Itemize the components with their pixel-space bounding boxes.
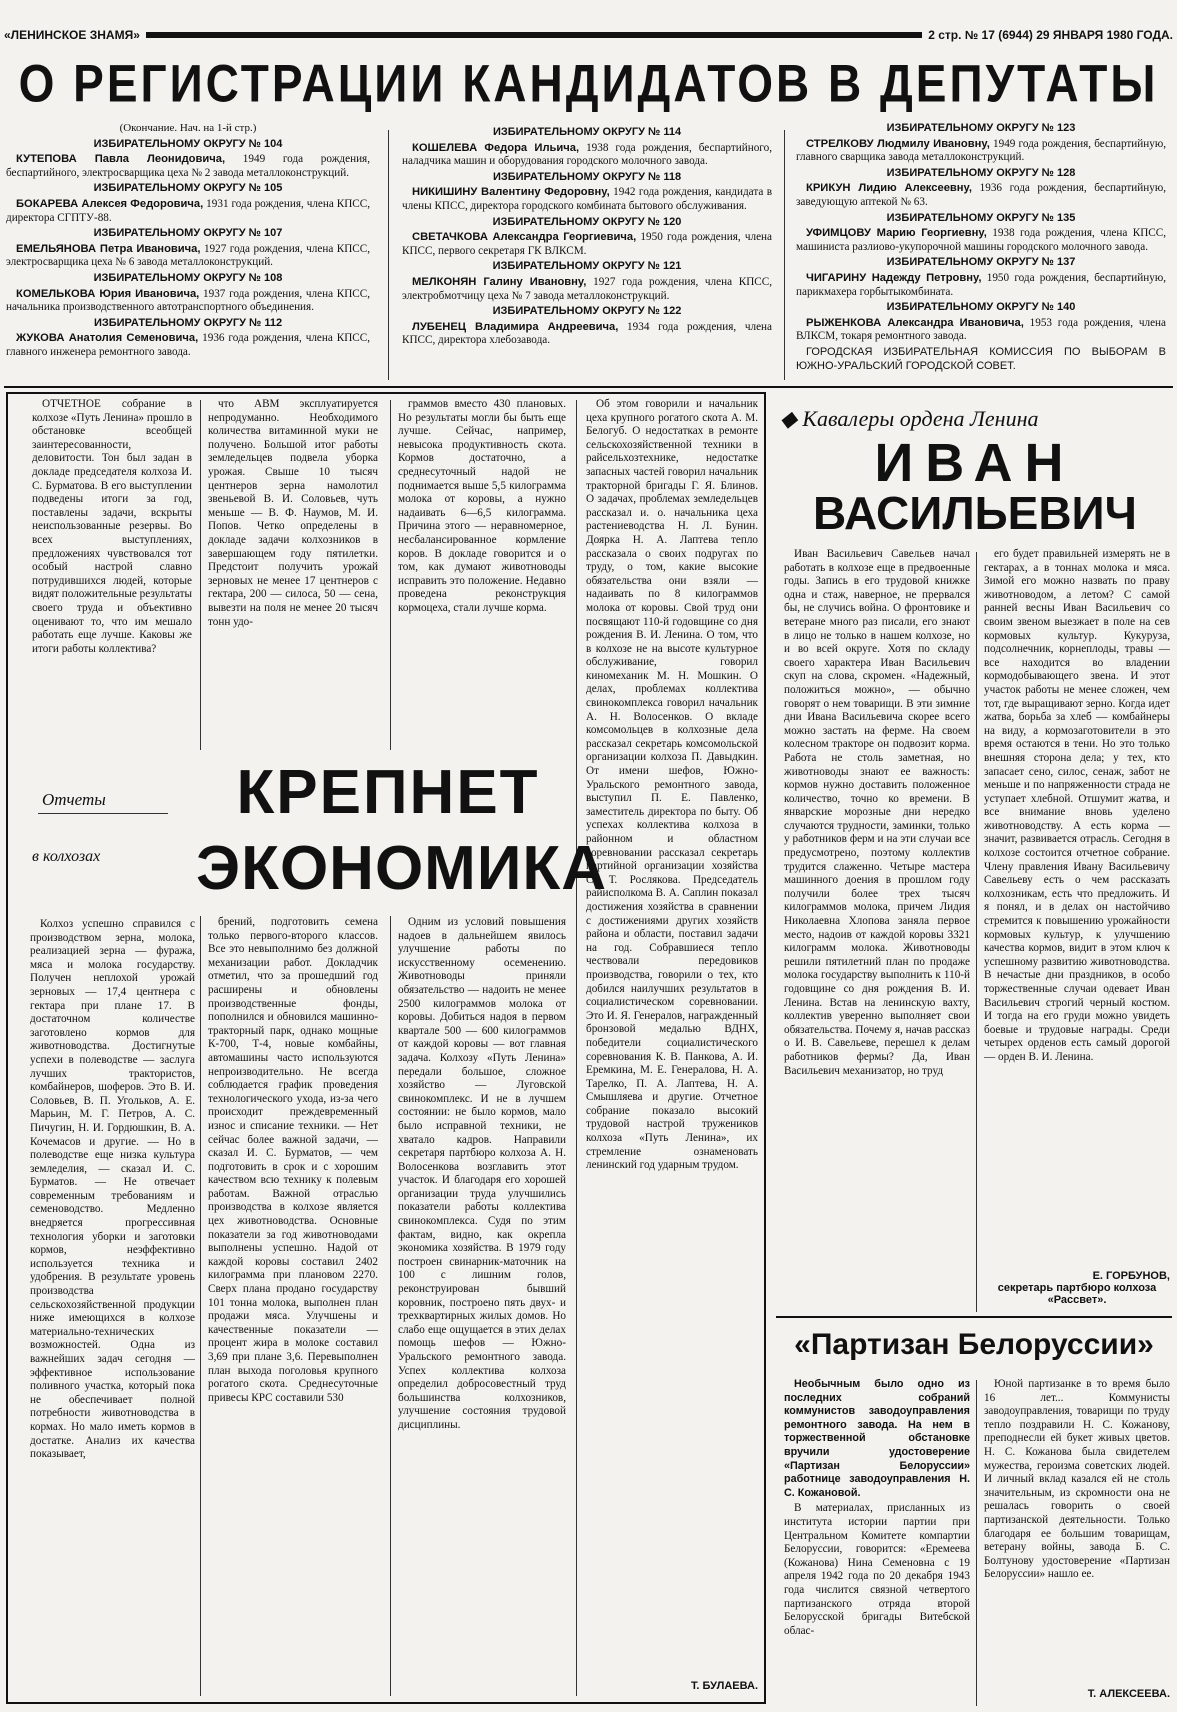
lenin-title-line-1: ИВАН xyxy=(874,433,1076,493)
economy-column-4: Об этом говорили и начальник цеха крупного рогатого скота А. М. Белогуб. О недостатках в ремонте сельскохозяйственной техники в райсельхозтехнике, недостатке запасных частей говорил начальник тракторной бригады Г. Я. Блинов. О задачах, проблемах земледельцев рассказал и. о. начальника цеха растениеводства Н. Л. Бунин. Доярка Н. А. Лаптева тепло рассказала о своих подругах по труду, о том, какие высокие обязательства они взяли — надаивать по 8 килограммов молока от коровы. Свой труд они посвящают 110-й годовщине со дня рождения В. И. Ленина. О том, что в колхозе не на высоте культурное обслуживание, говорил киномеханик М. Н. Мошкин. О делах, проблемах коллектива свинокомплекса говорил начальник А. Н. Волосенков. О вкладе комсомольцев в колхозные дела рассказал секретарь комсомольской организации колхоза П. Давыдкин. От имени шефов, Южно-Уральского ремонтного завода, выступил П. Е. Павленко, заместитель директора по быту. Об успехах коллектива колхоза в районном и областном соревновании рассказал секретарь партийной организации хозяйства С. Т. Рослякова. Председатель райисполкома В. А. Саплин показал достижения хозяйства в сравнении с достижениями других хозяйств района и области, поставил задачи на год. Собравшиеся тепло чествовали передовиков производства, говорили о тех, кто добился наилучших результатов в социалистическом соревновании. Это И. Я. Генералов, награжденный бронзовой медалью ВДНХ, победители социалистического соревнования К. В. Панкова, А. И. Еремкина, М. Е. Генералова, Н. А. Тарелко, П. А. Лаптева, Н. А. Смышляева и другие. Отчетное собрание показало высокий трудовой настрой тружеников колхоза «Путь Ленина», их стремление ознаменовать ленинский год ударным трудом. xyxy=(586,398,758,1172)
issue-info: 2 стр. № 17 (6944) 29 ЯНВАРЯ 1980 ГОДА. xyxy=(928,28,1173,42)
partisan-column-2: Юной партизанке в то время было 16 лет... Коммунисты заводоуправления, товарищи по труду тепло поздравили Н. С. Кожанову, преподнесли ей букет живых цветов. Н. С. Кожанова была свидетелем мужества, героизма советских людей. И личный вклад казался ей не столь значительным, из скромности она не решалась говорить о своей партизанской деятельности. Только благодаря ее большим товарищам, ветерану войны, завода Б. С. Болтунову удостоверение «Партизан Белоруссии» нашло ее. xyxy=(984,1378,1170,1581)
partisan-signature: Т. АЛЕКСЕЕВА. xyxy=(1087,1688,1170,1700)
partisan-lead: Необычным было одно из последних собраний коммунистов заводоуправления ремонтного завода. На нем в торжественной обстановке вручили удостоверение «Партизан Белоруссии» работнице заводоуправления Н. С. Кожановой. xyxy=(784,1378,970,1499)
section-rule xyxy=(4,386,1173,388)
column-divider xyxy=(390,916,391,1696)
column-divider xyxy=(200,916,201,1696)
registration-entry: ИЗБИРАТЕЛЬНОМУ ОКРУГУ № 120 СВЕТАЧКОВА Александра Георгиевича, 1950 года рождения, члена КПСС, первого секретаря ГК ВЛКСМ. xyxy=(402,215,772,257)
registration-entry: ИЗБИРАТЕЛЬНОМУ ОКРУГУ № 112 ЖУКОВА Анатолия Семеновича, 1936 года рождения, члена КПСС, главного инженера ремонтного завода. xyxy=(6,316,370,358)
registration-entry: ИЗБИРАТЕЛЬНОМУ ОКРУГУ № 107 ЕМЕЛЬЯНОВА Петра Ивановича, 1927 года рождения, члена КПСС, электросварщика цеха № 6 завода металлоконструкций. xyxy=(6,227,370,269)
partisan-title: «Партизан Белоруссии» xyxy=(794,1328,1154,1361)
economy-title-line-1: КРЕПНЕТ xyxy=(236,758,540,827)
header-rule xyxy=(146,32,922,38)
rubric-rule xyxy=(38,813,168,814)
newspaper-name: «ЛЕНИНСКОЕ ЗНАМЯ» xyxy=(4,28,140,42)
registration-entry: ИЗБИРАТЕЛЬНОМУ ОКРУГУ № 135 УФИМЦОВУ Марию Георгиевну, 1938 года рождения, члена КПСС, машиниста разлиово-укупорочной машины городского молочного завода. xyxy=(796,211,1166,253)
economy-column-1: Колхоз успешно справился с производством зерна, молока, реализацией зерна — фуража, мяса и молока государству. Получен неплохой урожай зерновых — 17,4 центнера с гектара при плане 17. В достаточном количестве заготовлено кормов для животноводства. Достигнутые успехи в полеводстве — заслуга лучших трактористов, комбайнеров, шоферов. Это В. И. Соловьев, В. П. Угольков, А. Е. Марьин, М. Г. Петров, А. С. Пичугин, Н. И. Гордюшкин, В. А. Кочемасов и другие. — Но в полеводстве еще низка культура земледелия, — сказал И. С. Бурматов. — Не отвечает современным требованиям и семеноводство. Медленно внедряется прогрессивная технология уборки и заготовки кормов, неэффективно используется техника и удобрения. В результате уровень производства сельскохозяйственной продукции ниже имеющихся в колхозе материально-технических возможностей. Одна из важнейших задач сегодня — эффективное использование поливного участка, который пока не обеспечивает полной потребности животноводства в кормах. Но мало иметь кормов в достатке. Анализ их качества показывает, xyxy=(30,918,195,1461)
registration-entry: ИЗБИРАТЕЛЬНОМУ ОКРУГУ № 137 ЧИГАРИНУ Надежду Петровну, 1950 года рождения, беспартийную, парикмахера горбытыкомбината. xyxy=(796,256,1166,298)
column-divider xyxy=(576,400,577,1696)
lenin-rubric: ◆ Кавалеры ордена Ленина xyxy=(780,406,1039,431)
column-divider xyxy=(784,130,785,380)
rubric-in-kolkhozes: в колхозах xyxy=(32,848,101,865)
economy-signature: Т. БУЛАЕВА. xyxy=(690,1680,758,1692)
registration-intro: (Окончание. Нач. на 1-й стр.) xyxy=(119,122,257,134)
registration-column-2 xyxy=(402,126,772,380)
economy-top-column-1: ОТЧЕТНОЕ собрание в колхозе «Путь Ленина» прошло в обстановке всеобщей заинтересованности, деловитости. Тон был задан в докладе председателя колхоза И. С. Бурматова. В его выступлении подведены итоги за год, поставлены задачи, вскрыты неиспользованные резервы. Во всех выступлениях, предложениях чувствовался тот особый настрой славно потрудившихся людей, которые видят положительные результаты своего труда и объективно оценивают то, что им мешало работать еще лучше. Каковы же итоги работы коллектива? xyxy=(32,398,192,655)
registration-column-1 xyxy=(6,122,370,380)
registration-entry: ИЗБИРАТЕЛЬНОМУ ОКРУГУ № 140 РЫЖЕНКОВА Александра Ивановича, 1953 года рождения, члена ВЛКСМ, токаря ремонтного завода. xyxy=(796,301,1166,343)
commission-signature: ГОРОДСКАЯ ИЗБИРАТЕЛЬНАЯ КОМИССИЯ ПО ВЫБОРАМ В ЮЖНО-УРАЛЬСКИЙ ГОРОДСКОЙ СОВЕТ. xyxy=(796,345,1166,372)
column-divider xyxy=(976,552,977,1312)
diamond-icon: ◆ xyxy=(780,406,797,431)
lenin-title-line-2: ВАСИЛЬЕВИЧ xyxy=(813,487,1137,539)
registration-entry: ИЗБИРАТЕЛЬНОМУ ОКРУГУ № 121 МЕЛКОНЯН Галину Ивановну, 1927 года рождения, члена КПСС, электробмотчицу цеха № 7 завода металлоконструкций. xyxy=(402,260,772,302)
section-rule xyxy=(776,1316,1172,1318)
registration-headline: О РЕГИСТРАЦИИ КАНДИДАТОВ В ДЕПУТАТЫ xyxy=(18,53,1159,113)
column-divider xyxy=(388,130,389,380)
registration-entry: ИЗБИРАТЕЛЬНОМУ ОКРУГУ № 123 СТРЕЛКОВУ Людмилу Ивановну, 1949 года рождения, беспартийную, главного сварщика завода металлоконструкций. xyxy=(796,122,1166,164)
economy-top-column-2: что АВМ эксплуатируется непродуманно. Необходимого количества витаминной муки не получено. Большой итог работы земледельцев подвела уборка урожая. Свыше 10 тысяч центнеров зерна намолотил звеньевой В. И. Соловьев, чуть меньше — В. Ф. Наумов, М. И. Попов. Четко определены в докладе задачи колхозников в завершающем году пятилетки. Предстоит получить урожай зерновых не менее 17 центнеров с гектара, 200 — силоса, 50 — сена, вывезти на поля не менее 20 тысяч тонн удо- xyxy=(208,398,378,628)
economy-column-3: Одним из условий повышения надоев в дальнейшем явилось улучшение работы по искусственному осеменению. Животноводы приняли обязательство — надоить не менее 2500 килограммов молока от коровы. Добиться надоя в первом квартале 500 — 600 килограммов от каждой коровы — вот главная задача. Колхозу «Путь Ленина» передали большое, сложное хозяйство — Луговской свинокомплекс. И не в лучшем состоянии: не было кормов, мало было исправной техники, не хватало кадров. Направили секретаря партбюро колхоза А. Н. Волосенкова возглавить этот участок. И благодаря его хорошей организации труда улучшились показатели работы коллектива свинокомплекса. Судя по этим фактам, видно, как окрепла экономика хозяйства. В 1979 году построен свинарник-маточник на 100 с лишним голов, реконструирован бывший коровник, построено пять двух- и трехквартирных жилых домов. Но слабо еще ощущается в этих делах помощь шефов — Южно-Уральского ремонтного завода. Успех коллектива колхоза определил добросовестный труд большинства колхозников, улучшение состояния трудовой дисциплины. xyxy=(398,916,566,1431)
registration-entry: ИЗБИРАТЕЛЬНОМУ ОКРУГУ № 118 НИКИШИНУ Валентину Федоровну, 1942 года рождения, кандидата в члены КПСС, директора городского комбината бытового обслуживания. xyxy=(402,170,772,212)
registration-entry: ИЗБИРАТЕЛЬНОМУ ОКРУГУ № 105 БОКАРЕВА Алексея Федоровича, 1931 года рождения, члена КПСС, директора СГПТУ-88. xyxy=(6,182,370,224)
rubric-reports: Отчеты xyxy=(42,790,106,809)
lenin-signature: Е. ГОРБУНОВ, секретарь партбюро колхоза «Рассвет». xyxy=(997,1270,1170,1306)
column-divider xyxy=(390,400,391,750)
economy-column-2: брений, подготовить семена только первого-второго классов. Все это невыполнимо без должной механизации работ. Докладчик отметил, что за прошедший год расширены и обновлены производственные фонды, пополнился и обновился машинно-тракторный парк, однако мощные К-700, Т-4, новые комбайны, автомашины часто используются непроизводительно. Не всегда соблюдается график проведения технологического ухода, из-за чего происходит преждевременный износ и списание техники. — Нет сейчас более важной задачи, — сказал И. С. Бурматов, — чем подготовить в срок и с хорошим качеством всю технику к полевым работам. Важной отраслью производства в колхозе является цех животноводства. Основные показатели за год животноводами выполнены успешно. Надой от каждой коровы составил 2402 килограмма при плановом 2270. Сверх плана продано государству 101 тонна молока, выполнен план продажи мяса. Улучшены и качественные показатели — процент жира в молоке составил 3,69 при плане 3,6. Перевыполнен план выхода поголовья крупного рогатого скота. Среднесуточные привесы КРС составили 530 xyxy=(208,916,378,1404)
registration-entry: ИЗБИРАТЕЛЬНОМУ ОКРУГУ № 122 ЛУБЕНЕЦ Владимира Андреевича, 1934 года рождения, члена КПСС, директора хлебозавода. xyxy=(402,305,772,347)
lenin-column-1: Иван Васильевич Савельев начал работать в колхозе еще в предвоенные годы. Запись в его трудовой книжке одна и стаж, наверное, не прервался бы, не случись война. О фронтовике и ветеране много раз писали, его знают в лицо не только в нашем колхозе, но и во всей округе. Хотя по складу своего характера Иван Васильевич скуп на слова, скромен. «Надежный, положиться можно», — обычно говорят о нем товарищи. В эти зимние дни Ивана Васильевича скорее всего можно застать на ферме. На своем колесном тракторе он подвозит корма. Работа не столь заметная, но животноводы знают ее важность: кормов нужно доставить положенное количество, точно ко времени. В январские морозные дни нередко случаются трудности, заминки, только у работников ферм и на эти случаи все предусмотрено, поэтому коллектив трудится слаженно. Четыре мастера машинного доения в прошлом году получили более трех тысяч килограммов молока, причем Лидия Николаевна Хлопова заняла первое место, надоив от каждой коровы 3321 килограмм молока. Животноводы решили пятилетний план по продаже молока государству выполнить к 110-й годовщине со дня рождения В. И. Ленина. Встав на ленинскую вахту, коллектив уверенно выполняет свои обязательства. Почему я, начав рассказ о И. В. Савельеве, перешел к делам работников фермы? Да, Иван Васильевич механизатор, но труд xyxy=(784,548,970,1077)
partisan-column-1: Необычным было одно из последних собраний коммунистов заводоуправления ремонтного завода. На нем в торжественной обстановке вручили удостоверение «Партизан Белоруссии» работнице заводоуправления Н. С. Кожановой. В материалах, присланных из института истории партии при Центральном Комитете компартии Белоруссии, говорится: «Еремеева (Кожанова) Нина Семеновна с 19 апреля 1942 года по 20 декабря 1943 года числится связной четвертого партизанского отряда второй Белорусской бригады Витебской облас- xyxy=(784,1378,970,1637)
column-divider xyxy=(200,400,201,750)
economy-title-line-2: ЭКОНОМИКА xyxy=(196,834,608,903)
registration-entry: ИЗБИРАТЕЛЬНОМУ ОКРУГУ № 108 КОМЕЛЬКОВА Юрия Ивановича, 1937 года рождения, члена КПСС, начальника производственного автотранспортного объединения. xyxy=(6,271,370,314)
masthead-strip xyxy=(4,26,1173,44)
economy-top-column-3: граммов вместо 430 плановых. Но результаты могли бы быть еще лучше. Сейчас, например, невысока продуктивность скота. Кормов достаточно, а среднесуточный надой не поднимается выше 5,5 килограмма молока от коровы, а нужно надаивать 6—6,5 килограмма. Причина этого — неравномерное, несбалансированное кормление коров. В докладе говорится и о том, как думают животноводы исправить это положение. Недавно проведена реконструкция кормоцеха, стали лучше корма. xyxy=(398,398,566,614)
registration-entry: ИЗБИРАТЕЛЬНОМУ ОКРУГУ № 104 КУТЕПОВА Павла Леонидовича, 1949 года рождения, беспартийного, электросварщика цеха № 2 завода металлоконструкций. xyxy=(6,137,370,179)
column-divider xyxy=(976,1380,977,1706)
lenin-column-2: его будет правильней измерять не в гектарах, а в тоннах молока и мяса. Зимой его можно назвать по праву животноводом, а летом? С самой ранней весны Иван Васильевич со своим звеном выезжает в поле на сев кормовых культур. Кукуруза, подсолнечник, корнеплоды, травы — все находится во владении кормодобывающего звена. И этот участок работы не менее сложен, чем тот, где выращивают зерно. Когда идет жатва, борьба за хлеб — комбайнеры на виду, а кормозаготовители в это время остаются в тени. Но это только внешняя сторона дела; у тех, кто запасает сено, силос, сенаж, забот не меньше и по напряженности страда не уступает хлебной. Отшумит жатва, и все внимание вновь уделено животноводству. А есть корма — значит, развивается отрасль. Сегодня в колхозе состоится отчетное собрание. Члену правления Ивану Васильевичу Савельеву есть о чем рассказать колхозникам, есть что предложить. И я понял, и в делах он настойчиво стремится к повышению урожайности кормовых культур, к улучшению качества кормов, видит в этом ключ к успешному развитию животноводства. В нечастые дни праздников, в особо торжественные случаи одевает Иван Васильевич строгий черный костюм. И тогда на его груди можно увидеть боевые и трудовые награды. Среди четырех орденов есть самый дорогой — орден В. И. Ленина. xyxy=(984,548,1170,1063)
registration-entry: ИЗБИРАТЕЛЬНОМУ ОКРУГУ № 128 КРИКУН Лидию Алексеевну, 1936 года рождения, беспартийную, заведующую аптекой № 63. xyxy=(796,166,1166,208)
registration-column-3 xyxy=(796,122,1166,380)
registration-entry: ИЗБИРАТЕЛЬНОМУ ОКРУГУ № 114 КОШЕЛЕВА Федора Ильича, 1938 года рождения, беспартийного, наладчика машин и оборудования городского молочного завода. xyxy=(402,126,772,168)
